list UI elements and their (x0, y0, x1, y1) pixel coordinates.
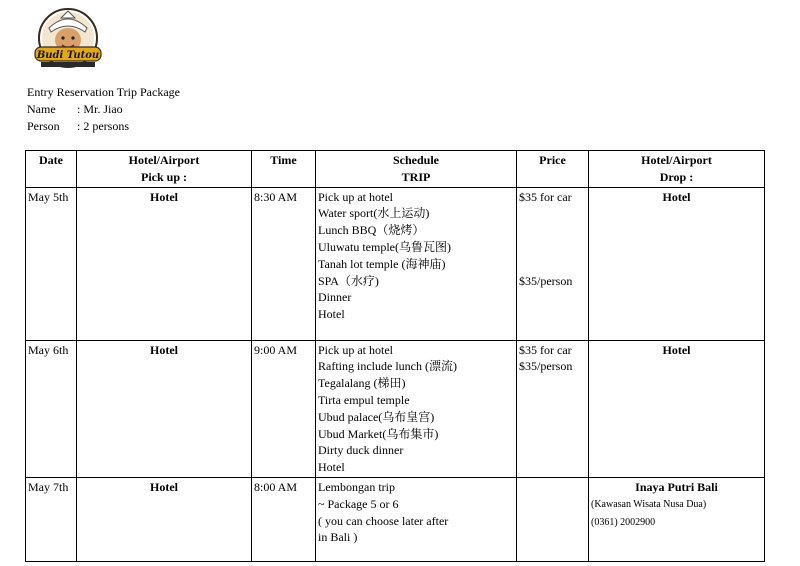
schedule-line: Ubud Market(乌布集市) (318, 426, 439, 441)
price-line (519, 222, 586, 239)
schedule-line: Rafting include lunch (漂流) (318, 359, 457, 374)
schedule-line: Lunch BBQ（烧烤） (318, 223, 425, 238)
schedule-table (25, 150, 765, 562)
name-value: : Mr. Jiao (77, 102, 123, 116)
schedule-line: ( you can choose later after (318, 513, 449, 528)
table-row (26, 477, 765, 561)
header-schedule-line2: TRIP (401, 169, 431, 184)
reservation-info (27, 84, 180, 135)
row-drop (589, 477, 765, 561)
schedule-line: Dinner (318, 290, 352, 305)
person-label: Person (27, 119, 60, 133)
row-time: 9:00 AM (252, 340, 316, 477)
drop-hotel-area: (Kawasan Wisata Nusa Dua) (591, 498, 707, 510)
table-row (26, 187, 765, 340)
price-line (519, 256, 586, 273)
price-line: $35 for car (519, 189, 572, 204)
header-drop (589, 151, 765, 188)
row-time: 8:00 AM (252, 477, 316, 561)
schedule-line: Pick up at hotel (318, 342, 393, 357)
price-line: $35/person (519, 273, 573, 288)
budi-tutou-logo (27, 8, 109, 74)
drop-hotel-name: Inaya Putri Bali (635, 479, 718, 494)
row-drop: Hotel (589, 187, 765, 340)
person-value: : 2 persons (77, 119, 129, 133)
logo-text: Budi Tutou (36, 50, 100, 61)
header-time: Time (252, 151, 316, 188)
row-date: May 6th (26, 340, 77, 477)
price-line: $35 for car (519, 342, 572, 357)
row-price (517, 187, 589, 340)
schedule-line: SPA（水疗) (318, 273, 379, 288)
row-pickup: Hotel (77, 340, 252, 477)
schedule-line: Hotel (318, 307, 345, 322)
schedule-line: Tegalalang (梯田) (318, 376, 406, 391)
row-pickup: Hotel (77, 187, 252, 340)
schedule-line: Uluwatu temple(乌鲁瓦图) (318, 239, 451, 254)
header-schedule-line1: Schedule (392, 153, 439, 167)
price-line (519, 205, 586, 222)
header-date: Date (26, 151, 77, 188)
row-price (517, 340, 589, 477)
table-row (26, 340, 765, 477)
price-line: $35/person (519, 359, 573, 374)
schedule-line: Pick up at hotel (318, 189, 393, 204)
table-header-row (26, 151, 765, 188)
document-title: Entry Reservation Trip Package (27, 85, 180, 99)
schedule-line: Tirta empul temple (318, 392, 410, 407)
header-pickup-line2: Pick up : (140, 169, 187, 184)
row-date: May 7th (26, 477, 77, 561)
row-schedule (316, 340, 517, 477)
schedule-line: in Bali ) (318, 530, 358, 545)
schedule-line: Ubud palace(乌布皇宫) (318, 409, 435, 424)
row-pickup: Hotel (77, 477, 252, 561)
header-drop-line1: Hotel/Airport (641, 153, 712, 167)
schedule-line: ~ Package 5 or 6 (318, 496, 399, 511)
row-schedule (316, 477, 517, 561)
header-schedule (316, 151, 517, 188)
price-line (519, 239, 586, 256)
name-row (27, 101, 180, 118)
schedule-line: Water sport(水上运动) (318, 206, 430, 221)
row-drop: Hotel (589, 340, 765, 477)
header-pickup (77, 151, 252, 188)
name-label: Name (27, 102, 56, 116)
row-price (517, 477, 589, 561)
header-drop-line2: Drop : (659, 169, 694, 184)
header-price: Price (517, 151, 589, 188)
drop-hotel-phone: (0361) 2002900 (591, 516, 656, 528)
row-date: May 5th (26, 187, 77, 340)
person-row (27, 118, 180, 135)
header-pickup-line1: Hotel/Airport (128, 153, 200, 167)
schedule-line: Tanah lot temple (海神庙) (318, 256, 446, 271)
schedule-line: Lembongan trip (318, 479, 395, 494)
schedule-line: Dirty duck dinner (318, 443, 404, 458)
schedule-line: Hotel (318, 460, 345, 475)
row-schedule (316, 187, 517, 340)
row-time: 8:30 AM (252, 187, 316, 340)
